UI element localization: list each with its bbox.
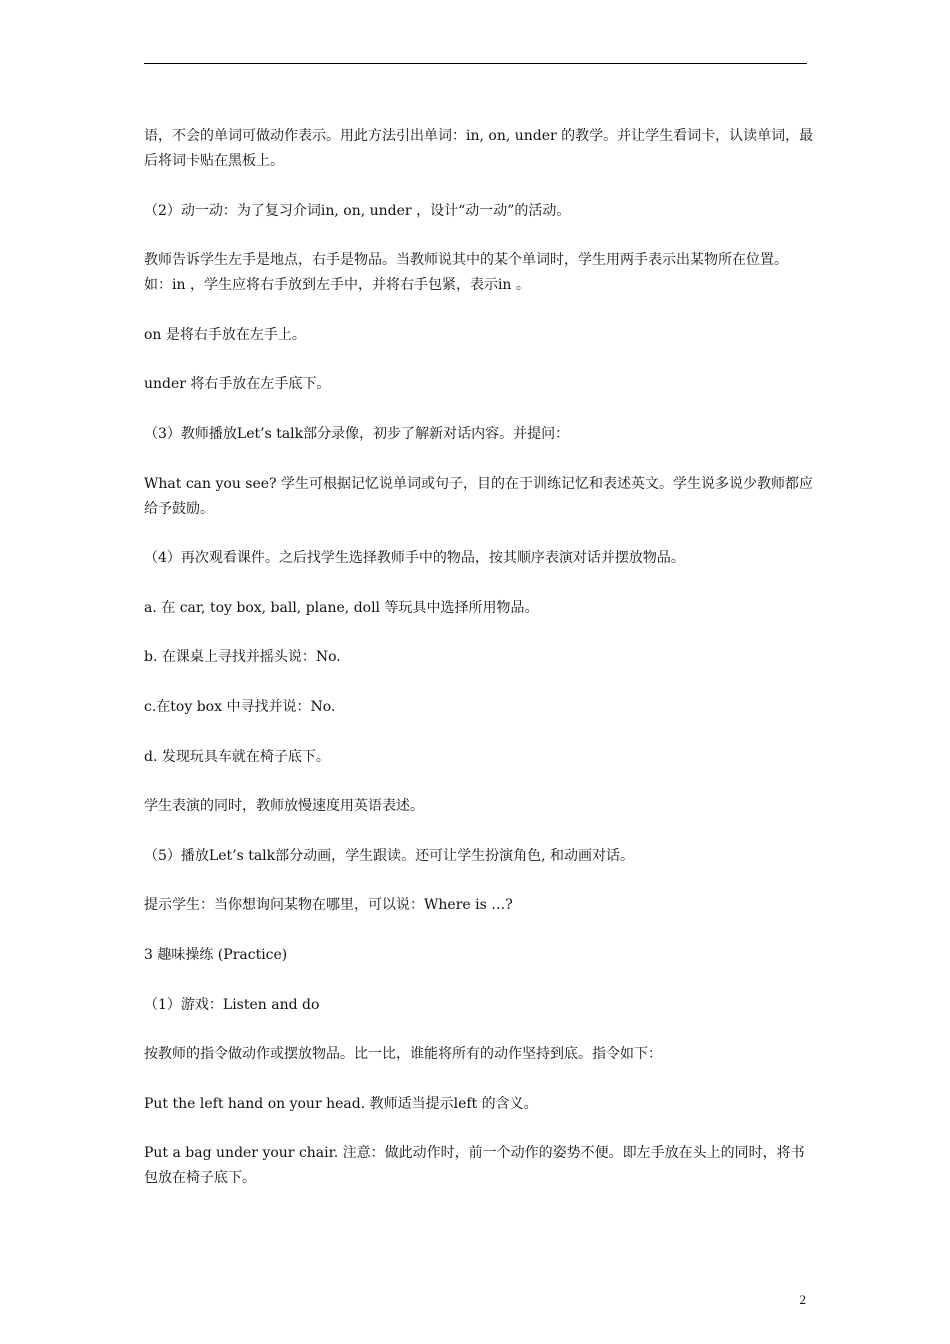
page-number: 2 bbox=[799, 1292, 806, 1307]
paragraph: Put the left hand on your head. 教师适当提示left 的含义。 bbox=[144, 1095, 538, 1112]
section-heading: 3 趣味操练 (Practice) bbox=[144, 946, 288, 963]
paragraph: a. 在 car, toy box, ball, plane, doll 等玩具中选择所用物品。 bbox=[144, 599, 539, 616]
paragraph: 语，不会的单词可做动作表示。用此方法引出单词：in, on, under 的教学。并让学生看词卡，认读单词，最后将词卡贴在黑板上。 bbox=[144, 128, 814, 169]
header-rule bbox=[144, 63, 807, 64]
paragraph: d. 发现玩具车就在椅子底下。 bbox=[144, 748, 330, 765]
paragraph: b. 在课桌上寻找并摇头说：No. bbox=[144, 649, 341, 666]
paragraph: What can you see? 学生可根据记忆说单词或句子，目的在于训练记忆和表述英文。学生说多说少教师都应给予鼓励。 bbox=[144, 475, 813, 517]
paragraph: 学生表演的同时，教师放慢速度用英语表述。 bbox=[144, 798, 424, 815]
body-text bbox=[144, 124, 814, 1216]
paragraph: （1）游戏：Listen and do bbox=[144, 996, 320, 1013]
paragraph: 提示学生：当你想询问某物在哪里，可以说：Where is …? bbox=[144, 897, 513, 914]
paragraph: （2）动一动：为了复习介词in, on, under ，设计“动一动”的活动。 bbox=[144, 202, 571, 219]
paragraph: （3）教师播放Let’s talk部分录像，初步了解新对话内容。并提问： bbox=[144, 425, 570, 442]
paragraph: on 是将右手放在左手上。 bbox=[144, 326, 306, 343]
paragraph: 教师告诉学生左手是地点，右手是物品。当教师说其中的某个单词时，学生用两手表示出某物所在位置。如：in ，学生应将右手放到左手中，并将右手包紧，表示in 。 bbox=[144, 252, 788, 294]
paragraph: （5）播放Let’s talk部分动画，学生跟读。还可让学生扮演角色, 和动画对话。 bbox=[144, 847, 635, 864]
paragraph: （4）再次观看课件。之后找学生选择教师手中的物品，按其顺序表演对话并摆放物品。 bbox=[144, 550, 685, 567]
paragraph: 按教师的指令做动作或摆放物品。比一比，谁能将所有的动作坚持到底。指令如下： bbox=[144, 1046, 662, 1063]
paragraph: c.在toy box 中寻找并说：No. bbox=[144, 698, 336, 715]
paragraph: Put a bag under your chair. 注意：做此动作时，前一个动作的姿势不便。即左手放在头上的同时，将书包放在椅子底下。 bbox=[144, 1145, 805, 1187]
paragraph: under 将右手放在左手底下。 bbox=[144, 376, 331, 393]
